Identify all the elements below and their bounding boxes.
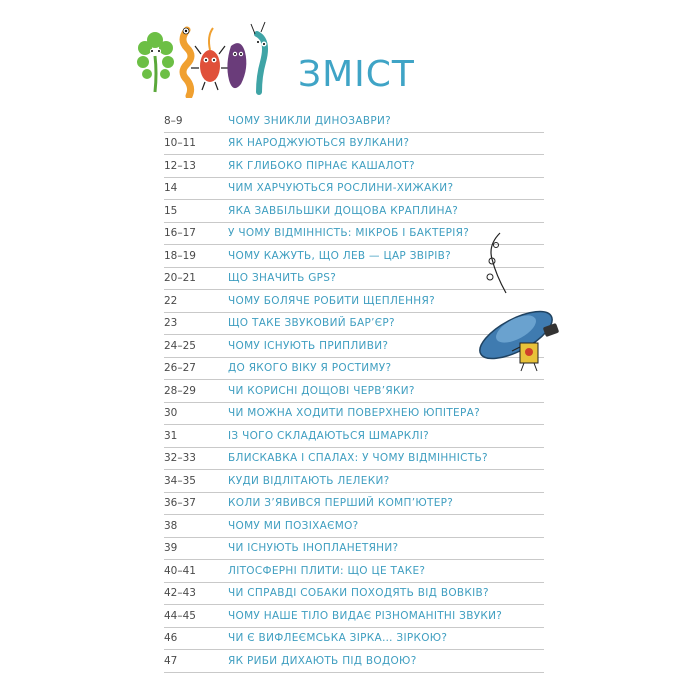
- toc-page-number: 30: [164, 407, 178, 420]
- toc-entry-title: ЧОМУ БОЛЯЧЕ РОБИТИ ЩЕПЛЕННЯ?: [228, 294, 435, 307]
- toc-entry-title: ЧИ МОЖНА ХОДИТИ ПОВЕРХНЕЮ ЮПІТЕРА?: [228, 407, 480, 420]
- toc-page-number: 18–19: [164, 249, 196, 262]
- toc-page-number: 8–9: [164, 114, 183, 127]
- toc-row: [164, 650, 544, 673]
- toc-page-number: 12–13: [164, 159, 196, 172]
- toc-entry-title: ЛІТОСФЕРНІ ПЛИТИ: ЩО ЦЕ ТАКЕ?: [228, 564, 426, 577]
- toc-row: [164, 200, 544, 223]
- microbes-illustration: [135, 18, 275, 98]
- orange-worm-microbe: [183, 28, 191, 96]
- toc-entry-title: ЧИ СПРАВДІ СОБАКИ ПОХОДЯТЬ ВІД ВОВКІВ?: [228, 587, 489, 600]
- toc-page-number: 47: [164, 654, 178, 667]
- toc-entry-title: ЧИ КОРИСНІ ДОЩОВІ ЧЕРВ’ЯКИ?: [228, 384, 415, 397]
- toc-entry-title: ЩО ЗНАЧИТЬ GPS?: [228, 272, 337, 285]
- toc-page-number: 28–29: [164, 384, 196, 397]
- toc-entry-title: ЧИ Є ВИФЛЕЄМСЬКА ЗІРКА… ЗІРКОЮ?: [228, 632, 448, 645]
- red-spiky-microbe: [191, 28, 229, 90]
- toc-row: [164, 425, 544, 448]
- ufo-illustration: [466, 225, 576, 385]
- toc-entry-title: ІЗ ЧОГО СКЛАДАЮТЬСЯ ШМАРКЛІ?: [228, 429, 430, 442]
- page-title: ЗМІСТ: [298, 54, 415, 95]
- toc-page-number: 10–11: [164, 137, 196, 150]
- toc-entry-title: ЯК РИБИ ДИХАЮТЬ ПІД ВОДОЮ?: [228, 654, 417, 667]
- toc-row: [164, 515, 544, 538]
- toc-entry-title: ЯК НАРОДЖУЮТЬСЯ ВУЛКАНИ?: [228, 137, 410, 150]
- toc-row: [164, 538, 544, 561]
- toc-page-number: 23: [164, 317, 178, 330]
- toc-page-number: 40–41: [164, 564, 196, 577]
- toc-row: [164, 448, 544, 471]
- toc-page-number: 38: [164, 519, 178, 532]
- toc-entry-title: У ЧОМУ ВІДМІННІСТЬ: МІКРОБ І БАКТЕРІЯ?: [228, 227, 470, 240]
- toc-entry-title: ЧИМ ХАРЧУЮТЬСЯ РОСЛИНИ-ХИЖАКИ?: [228, 182, 454, 195]
- toc-page-number: 32–33: [164, 452, 196, 465]
- toc-entry-title: ЯКА ЗАВБІЛЬШКИ ДОЩОВА КРАПЛИНА?: [228, 204, 459, 217]
- toc-entry-title: ЩО ТАКЕ ЗВУКОВИЙ БАР’ЄР?: [228, 317, 395, 330]
- toc-row: [164, 133, 544, 156]
- toc-entry-title: ЧОМУ МИ ПОЗІХАЄМО?: [228, 519, 359, 532]
- toc-entry-title: ЧОМУ КАЖУТЬ, ЩО ЛЕВ — ЦАР ЗВІРІВ?: [228, 249, 452, 262]
- toc-entry-title: КОЛИ З’ЯВИВСЯ ПЕРШИЙ КОМП’ЮТЕР?: [228, 497, 454, 510]
- toc-page-number: 14: [164, 182, 178, 195]
- toc-page-number: 44–45: [164, 609, 196, 622]
- toc-row: [164, 583, 544, 606]
- green-frond-microbe: [137, 32, 174, 92]
- toc-row: [164, 605, 544, 628]
- teal-microbe: [251, 22, 267, 92]
- antenna-spiral-icon: [487, 233, 506, 293]
- toc-page-number: 24–25: [164, 339, 196, 352]
- table-of-contents: [164, 110, 544, 673]
- toc-page-number: 20–21: [164, 272, 196, 285]
- toc-row: [164, 110, 544, 133]
- toc-row: [164, 178, 544, 201]
- toc-entry-title: ЧОМУ НАШЕ ТІЛО ВИДАЄ РІЗНОМАНІТНІ ЗВУКИ?: [228, 609, 503, 622]
- toc-row: [164, 155, 544, 178]
- toc-page-number: 46: [164, 632, 178, 645]
- toc-page-number: 34–35: [164, 474, 196, 487]
- flying-saucer-icon: [473, 302, 559, 371]
- purple-blob-microbe: [227, 43, 246, 88]
- toc-page-number: 31: [164, 429, 178, 442]
- toc-page-number: 22: [164, 294, 178, 307]
- toc-page-number: 15: [164, 204, 178, 217]
- toc-entry-title: ЧИ ІСНУЮТЬ ІНОПЛАНЕТЯНИ?: [228, 542, 399, 555]
- toc-row: [164, 560, 544, 583]
- toc-entry-title: КУДИ ВІДЛІТАЮТЬ ЛЕЛЕКИ?: [228, 474, 390, 487]
- toc-page-number: 36–37: [164, 497, 196, 510]
- toc-entry-title: ЧОМУ ЗНИКЛИ ДИНОЗАВРИ?: [228, 114, 391, 127]
- toc-entry-title: ДО ЯКОГО ВІКУ Я РОСТИМУ?: [228, 362, 392, 375]
- toc-row: [164, 470, 544, 493]
- toc-page-number: 39: [164, 542, 178, 555]
- toc-entry-title: ЯК ГЛИБОКО ПІРНАЄ КАШАЛОТ?: [228, 159, 415, 172]
- toc-page-number: 42–43: [164, 587, 196, 600]
- toc-page-number: 16–17: [164, 227, 196, 240]
- toc-page-number: 26–27: [164, 362, 196, 375]
- toc-entry-title: БЛИСКАВКА І СПАЛАХ: У ЧОМУ ВІДМІННІСТЬ?: [228, 452, 488, 465]
- toc-row: [164, 403, 544, 426]
- toc-row: [164, 493, 544, 516]
- toc-entry-title: ЧОМУ ІСНУЮТЬ ПРИПЛИВИ?: [228, 339, 389, 352]
- toc-row: [164, 628, 544, 651]
